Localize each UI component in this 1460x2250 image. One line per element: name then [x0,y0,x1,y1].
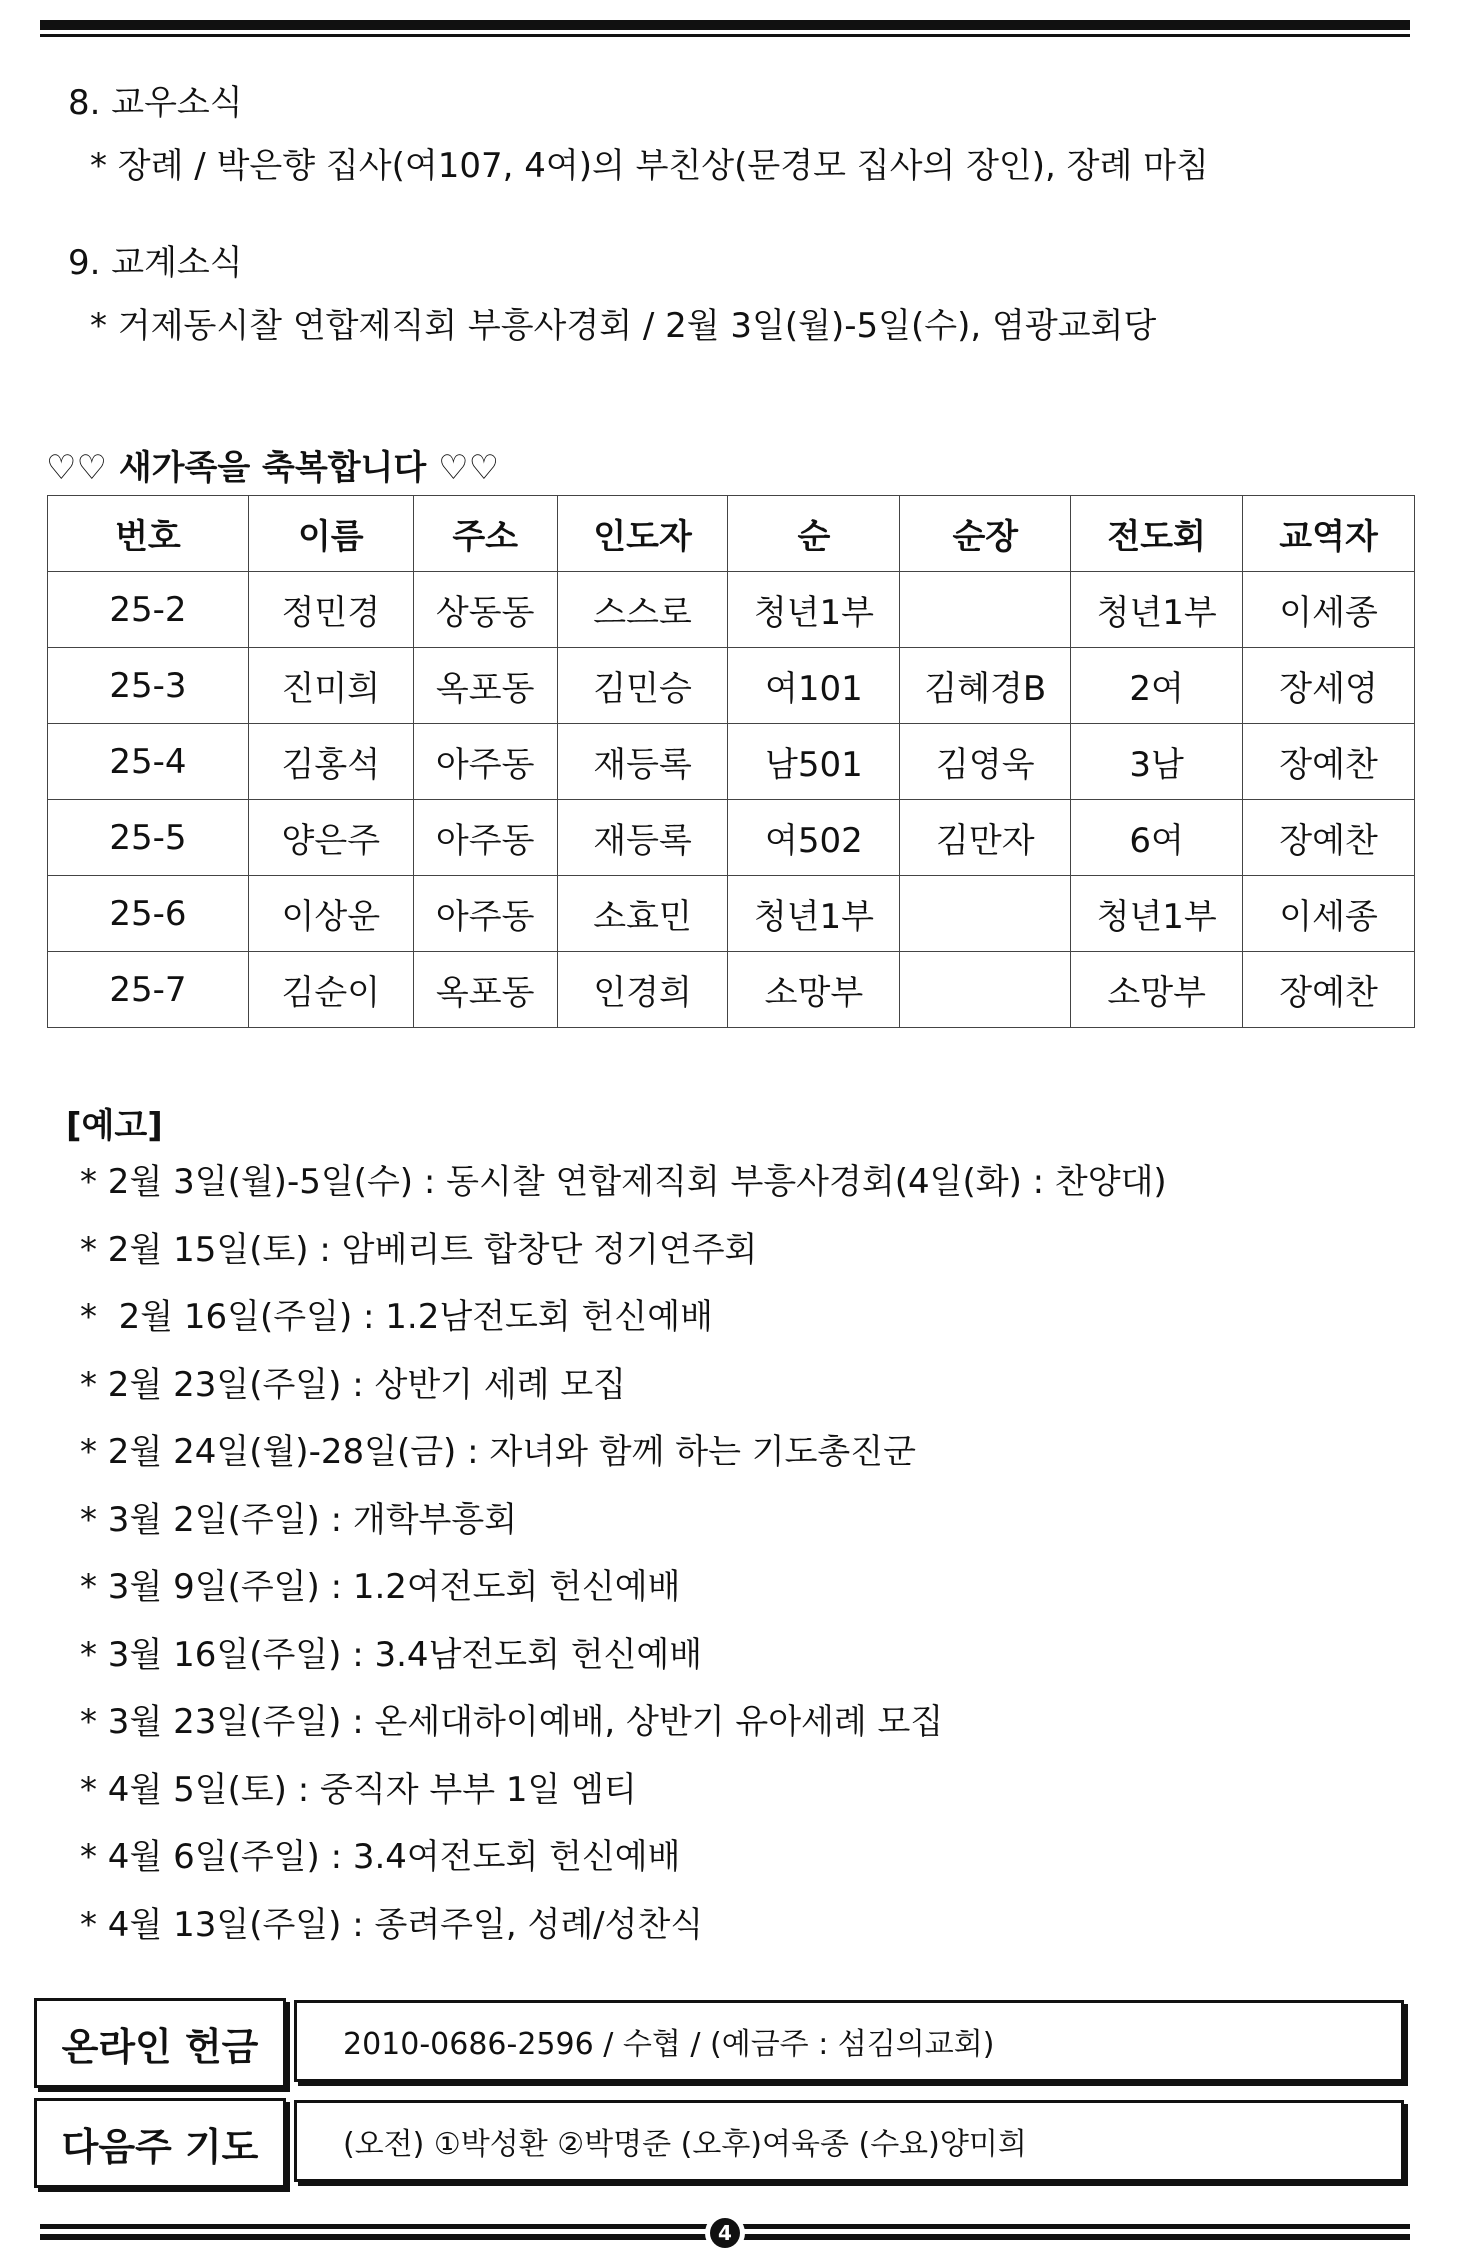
notice-title: [예고] [66,1106,163,1146]
cell-group: 청년1부 [728,876,900,952]
cell-name: 진미희 [248,648,413,724]
header-number: 번호 [48,496,249,572]
notice-item: * 2월 16일(주일) : 1.2남전도회 헌신예배 [80,1297,713,1337]
notice-item: * 3월 9일(주일) : 1.2여전도회 헌신예배 [80,1567,681,1607]
cell-number: 25-5 [48,800,249,876]
cell-group: 여502 [728,800,900,876]
table-row [48,800,1415,876]
new-family-title: 새가족을 축복합니다 [118,448,427,488]
cell-number: 25-6 [48,876,249,952]
cell-group: 소망부 [728,952,900,1028]
cell-pastor: 장예찬 [1243,800,1415,876]
notice-item: * 3월 2일(주일) : 개학부흥회 [80,1499,518,1540]
table-header-row [48,496,1415,572]
cell-number: 25-4 [48,724,249,800]
cell-pastor: 이세종 [1243,572,1415,648]
new-family-heading [46,440,499,489]
cell-mission-society: 소망부 [1071,952,1243,1028]
online-offering-account: 2010-0686-2596 / 수협 / (예금주 : 섬김의교회) [294,2000,1404,2082]
cell-mission-society: 2여 [1071,648,1243,724]
table-row [48,724,1415,800]
cell-group-leader: 김만자 [900,800,1071,876]
cell-mission-society: 청년1부 [1071,572,1243,648]
section-9-title: 9. 교계소식 [68,243,243,283]
cell-guide: 소효민 [557,876,728,952]
hearts-right-icon: ♡♡ [438,448,500,488]
section-8-title: 8. 교우소식 [68,83,243,123]
cell-address: 아주동 [413,724,557,800]
cell-number: 25-7 [48,952,249,1028]
cell-mission-society: 3남 [1071,724,1243,800]
header-group-leader: 순장 [900,496,1071,572]
cell-guide: 스스로 [557,572,728,648]
header-name: 이름 [248,496,413,572]
top-rule [40,20,1410,37]
header-pastor: 교역자 [1243,496,1415,572]
page-number: 4 [710,2218,740,2248]
cell-pastor: 장예찬 [1243,952,1415,1028]
cell-name: 정민경 [248,572,413,648]
notice-item: * 2월 15일(토) : 암베리트 합창단 정기연주회 [80,1229,758,1270]
notice-item: * 4월 13일(주일) : 종려주일, 성례/성찬식 [80,1904,704,1945]
notice-item: * 3월 23일(주일) : 온세대하이예배, 상반기 유아세례 모집 [80,1702,944,1742]
cell-address: 아주동 [413,876,557,952]
header-guide: 인도자 [557,496,728,572]
cell-pastor: 장세영 [1243,648,1415,724]
cell-name: 김홍석 [248,724,413,800]
hearts-left-icon: ♡♡ [46,448,107,488]
cell-name: 양은주 [248,800,413,876]
section-8-line: * 장례 / 박은향 집사(여107, 4여)의 부친상(문경모 집사의 장인), 장례 마침 [90,146,1209,186]
next-week-prayer-list: (오전) ①박성환 ②박명준 (오후)여육종 (수요)양미희 [294,2100,1404,2182]
cell-group-leader [900,876,1071,952]
next-week-prayer-label: 다음주 기도 [34,2098,286,2188]
cell-group-leader [900,572,1071,648]
cell-mission-society: 청년1부 [1071,876,1243,952]
header-address: 주소 [413,496,557,572]
cell-mission-society: 6여 [1071,800,1243,876]
header-group: 순 [728,496,900,572]
cell-address: 아주동 [413,800,557,876]
table-row [48,952,1415,1028]
cell-group: 여101 [728,648,900,724]
cell-name: 김순이 [248,952,413,1028]
section-9-line: * 거제동시찰 연합제직회 부흥사경회 / 2월 3일(월)-5일(수), 염광교회당 [90,306,1157,346]
notice-item: * 2월 24일(월)-28일(금) : 자녀와 함께 하는 기도총진군 [80,1432,916,1472]
cell-guide: 재등록 [557,724,728,800]
cell-address: 옥포동 [413,648,557,724]
cell-address: 상동동 [413,572,557,648]
notice-item: * 4월 5일(토) : 중직자 부부 1일 엠티 [80,1769,637,1810]
notice-item: * 2월 23일(주일) : 상반기 세례 모집 [80,1364,627,1405]
notice-item: * 4월 6일(주일) : 3.4여전도회 헌신예배 [80,1837,681,1877]
new-family-table [47,495,1415,1028]
cell-guide: 재등록 [557,800,728,876]
cell-pastor: 장예찬 [1243,724,1415,800]
header-mission-society: 전도회 [1071,496,1243,572]
cell-group-leader: 김영욱 [900,724,1071,800]
cell-name: 이상운 [248,876,413,952]
notice-list [80,1162,1167,1972]
notice-item: * 2월 3일(월)-5일(수) : 동시찰 연합제직회 부흥사경회(4일(화) : 찬양대) [80,1162,1167,1202]
cell-guide: 김민승 [557,648,728,724]
cell-group: 청년1부 [728,572,900,648]
cell-number: 25-3 [48,648,249,724]
cell-group-leader [900,952,1071,1028]
online-offering-label: 온라인 헌금 [34,1998,286,2088]
table-row [48,876,1415,952]
bottom-rule [40,2222,1410,2244]
cell-group-leader: 김혜경B [900,648,1071,724]
cell-group: 남501 [728,724,900,800]
cell-guide: 인경희 [557,952,728,1028]
cell-address: 옥포동 [413,952,557,1028]
table-row [48,648,1415,724]
cell-number: 25-2 [48,572,249,648]
table-row [48,572,1415,648]
notice-item: * 3월 16일(주일) : 3.4남전도회 헌신예배 [80,1634,703,1675]
cell-pastor: 이세종 [1243,876,1415,952]
